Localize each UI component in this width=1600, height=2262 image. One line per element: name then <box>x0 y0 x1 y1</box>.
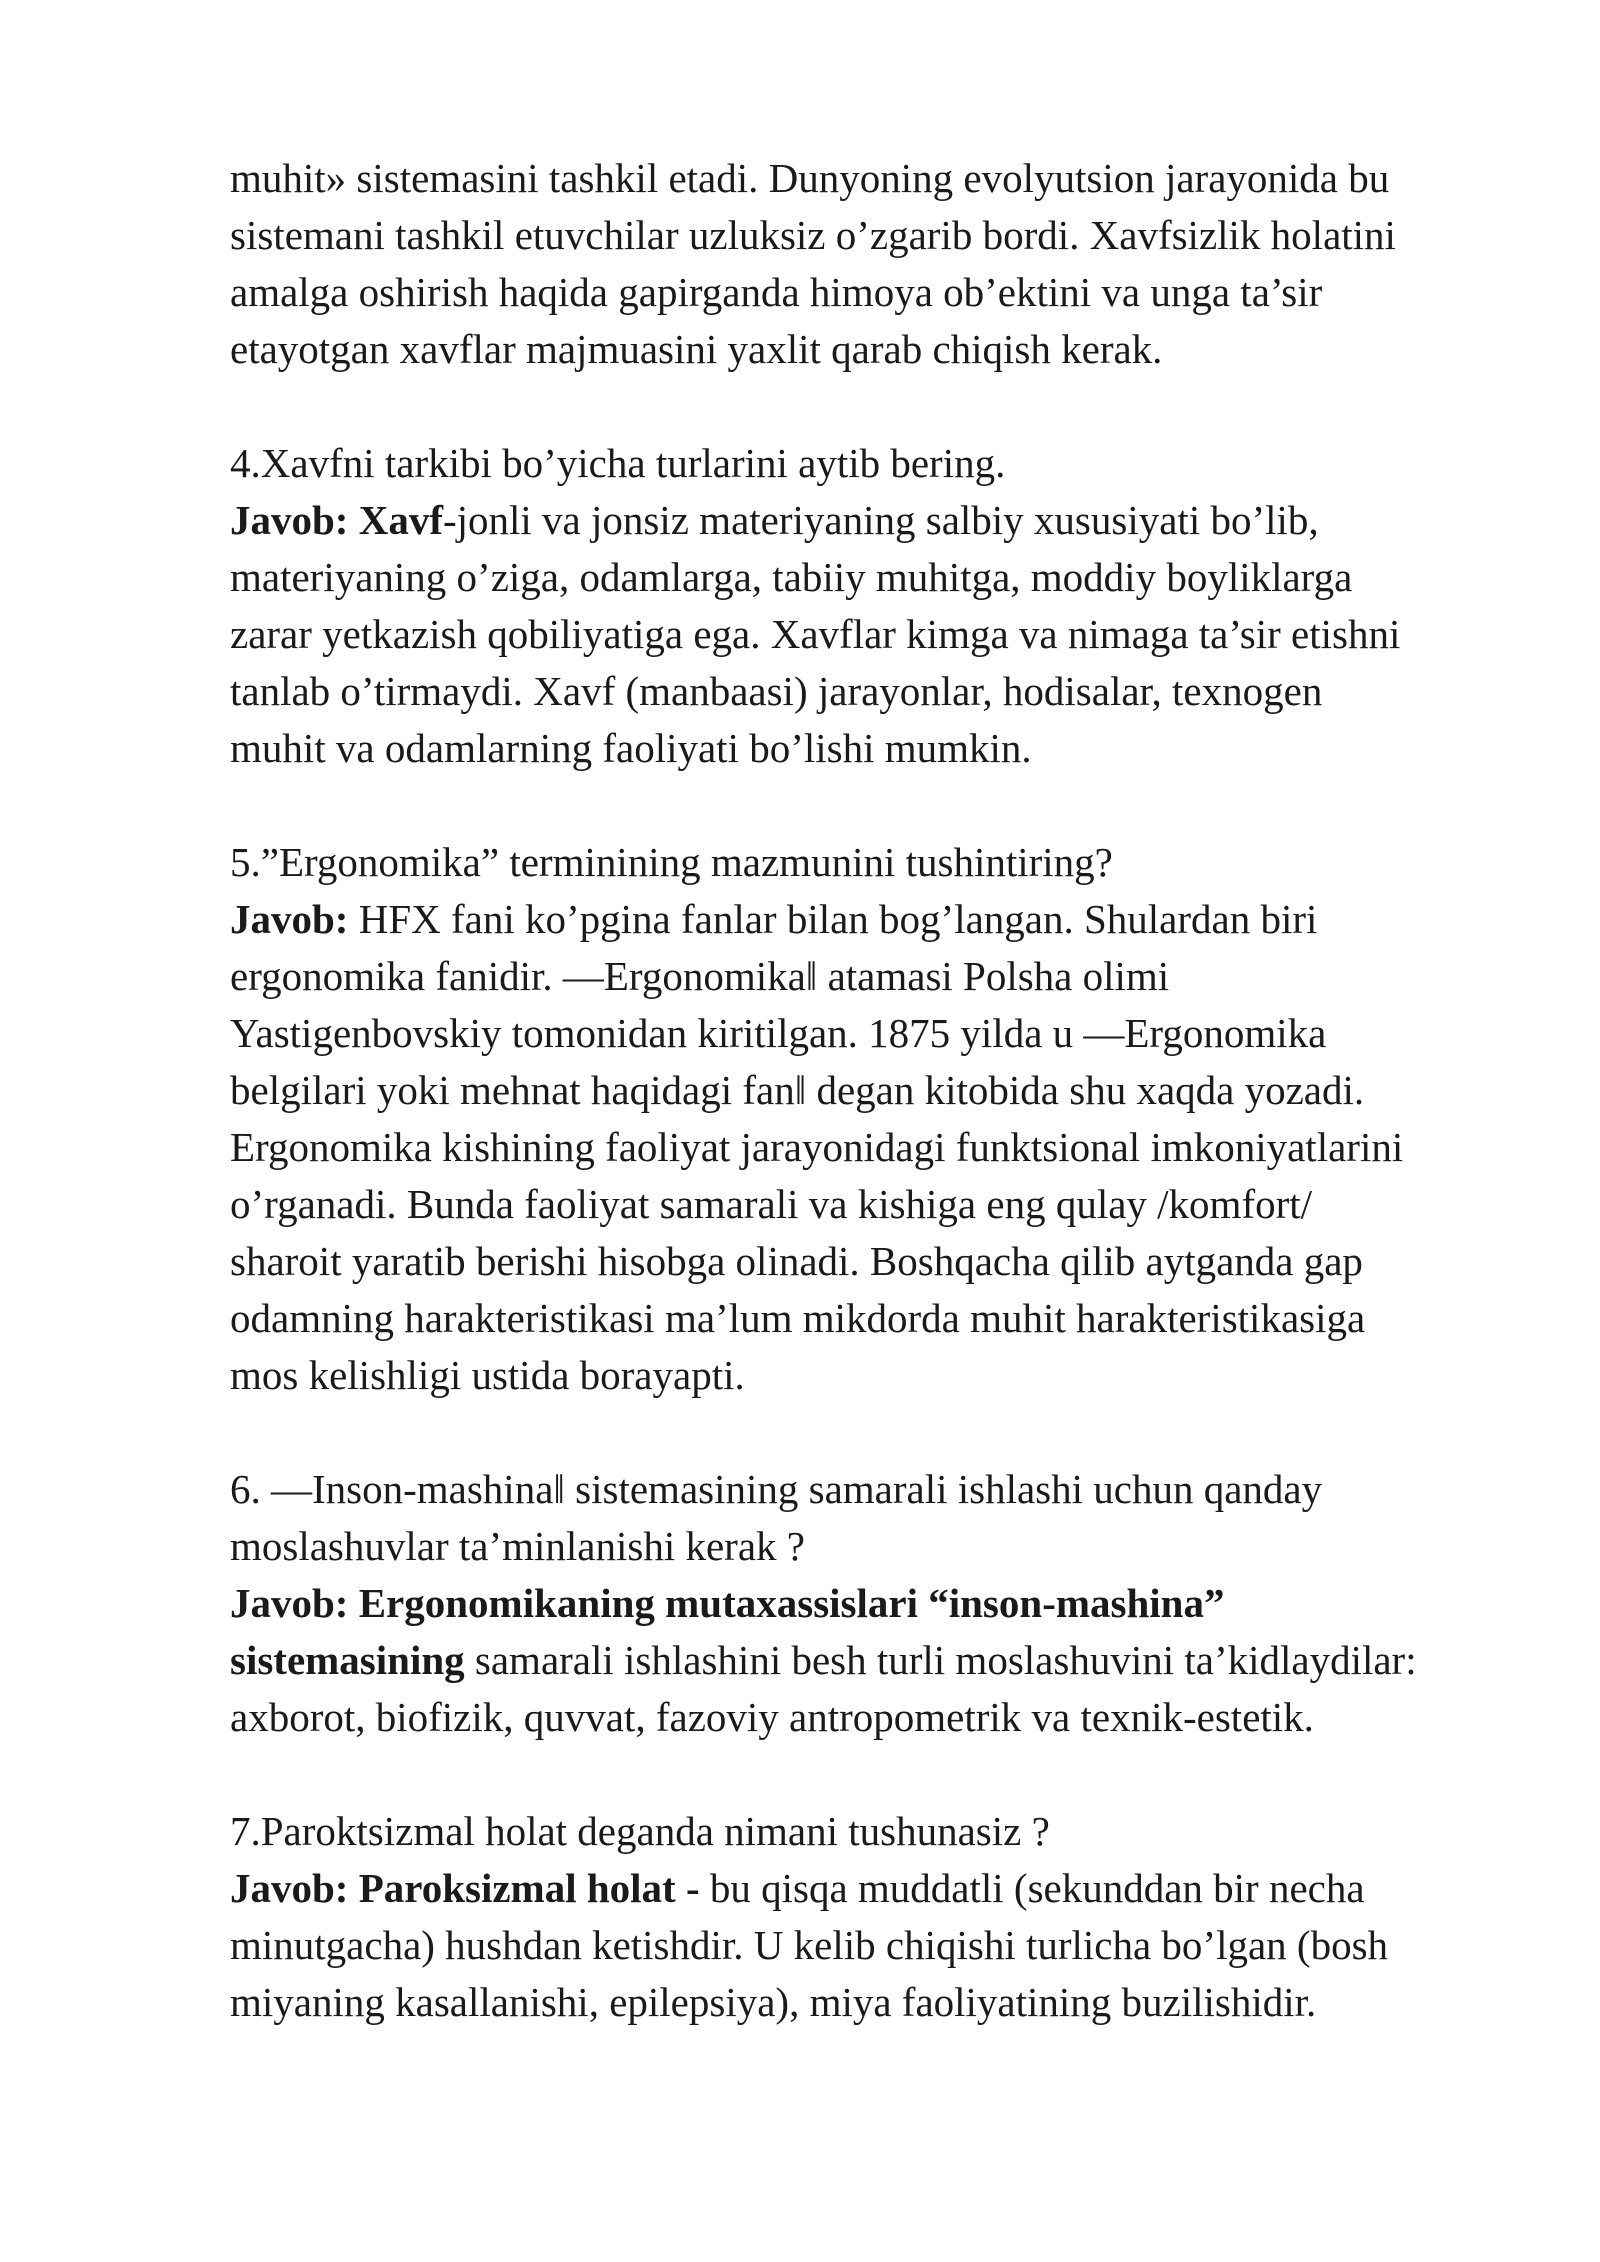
body-text: HFX fani ko’pgina fanlar bilan bog’langan. Shulardan biri <box>348 896 1318 942</box>
text-line <box>230 1803 1510 1860</box>
text-line <box>230 720 1510 777</box>
body-text: belgilari yoki mehnat haqidagi fan‖ degan kitobida shu xaqda yozadi. <box>230 1067 1365 1113</box>
body-text: -jonli va jonsiz materiyaning salbiy xususiyati bo’lib, <box>442 497 1319 543</box>
text-line <box>230 1860 1510 1917</box>
text-line <box>230 264 1510 321</box>
body-text: axborot, biofizik, quvvat, fazoviy antropometrik va texnik-estetik. <box>230 1694 1314 1740</box>
text-line <box>230 948 1510 1005</box>
body-text: moslashuvlar ta’minlanishi kerak ? <box>230 1523 805 1569</box>
bold-text: Javob: Ergonomikaning mutaxassislari “inson-mashina” <box>230 1580 1225 1626</box>
text-line <box>230 1347 1510 1404</box>
text-line <box>230 1119 1510 1176</box>
text-line <box>230 321 1510 378</box>
text-line <box>230 1974 1510 2031</box>
text-line <box>230 150 1510 207</box>
text-line <box>230 663 1510 720</box>
text-line <box>230 1518 1510 1575</box>
document-page <box>230 150 1510 2088</box>
body-text: zarar yetkazish qobiliyatiga ega. Xavflar kimga va nimaga ta’sir etishni <box>230 611 1401 657</box>
text-line <box>230 207 1510 264</box>
body-text: samarali ishlashini besh turli moslashuvini ta’kidlaydilar: <box>464 1637 1417 1683</box>
text-line <box>230 891 1510 948</box>
body-text: odamning harakteristikasi ma’lum mikdorda muhit harakteristikasiga <box>230 1295 1366 1341</box>
body-text: 7.Paroktsizmal holat deganda nimani tushunasiz ? <box>230 1808 1050 1854</box>
paragraph-block <box>230 1461 1510 1746</box>
bold-text: sistemasining <box>230 1637 465 1683</box>
text-line <box>230 549 1510 606</box>
bold-text: Javob: <box>230 896 349 942</box>
body-text: tanlab o’tirmaydi. Xavf (manbaasi) jarayonlar, hodisalar, texnogen <box>230 668 1323 714</box>
text-line <box>230 492 1510 549</box>
paragraph-block <box>230 834 1510 1404</box>
bold-text: Javob: Paroksizmal holat - <box>230 1865 700 1911</box>
body-text: sistemani tashkil etuvchilar uzluksiz o’zgarib bordi. Xavfsizlik holatini <box>230 212 1396 258</box>
text-line <box>230 1062 1510 1119</box>
body-text: Yastigenbovskiy tomonidan kiritilgan. 1875 yilda u ―Ergonomika <box>230 1010 1327 1056</box>
body-text: amalga oshirish haqida gapirganda himoya ob’ektini va unga ta’sir <box>230 269 1323 315</box>
body-text: miyaning kasallanishi, epilepsiya), miya faoliyatining buzilishidir. <box>230 1979 1317 2025</box>
body-text: materiyaning o’ziga, odamlarga, tabiiy muhitga, moddiy boyliklarga <box>230 554 1353 600</box>
body-text: o’rganadi. Bunda faoliyat samarali va kishiga eng qulay /komfort/ <box>230 1181 1313 1227</box>
body-text: bu qisqa muddatli (sekunddan bir necha <box>699 1865 1365 1911</box>
text-line <box>230 606 1510 663</box>
body-text: mos kelishligi ustida borayapti. <box>230 1352 745 1398</box>
body-text: muhit va odamlarning faoliyati bo’lishi mumkin. <box>230 725 1032 771</box>
text-line <box>230 1233 1510 1290</box>
bold-text: Javob: Xavf <box>230 497 443 543</box>
body-text: sharoit yaratib berishi hisobga olinadi. Boshqacha qilib aytganda gap <box>230 1238 1363 1284</box>
body-text: minutgacha) hushdan ketishdir. U kelib chiqishi turlicha bo’lgan (bosh <box>230 1922 1389 1968</box>
text-line <box>230 834 1510 891</box>
body-text: etayotgan xavflar majmuasini yaxlit qarab chiqish kerak. <box>230 326 1163 372</box>
paragraph-block <box>230 435 1510 777</box>
text-line <box>230 1689 1510 1746</box>
text-line <box>230 1176 1510 1233</box>
text-line <box>230 1005 1510 1062</box>
body-text: 4.Xavfni tarkibi bo’yicha turlarini aytib bering. <box>230 440 1006 486</box>
text-line <box>230 1575 1510 1632</box>
text-line <box>230 1632 1510 1689</box>
text-line <box>230 1917 1510 1974</box>
text-line <box>230 1290 1510 1347</box>
body-text: muhit» sistemasini tashkil etadi. Dunyoning evolyutsion jarayonida bu <box>230 155 1390 201</box>
body-text: 5.”Ergonomika” terminining mazmunini tushintiring? <box>230 839 1113 885</box>
body-text: Ergonomika kishining faoliyat jarayonidagi funktsional imkoniyatlarini <box>230 1124 1404 1170</box>
body-text: ergonomika fanidir. ―Ergonomika‖ atamasi Polsha olimi <box>230 953 1170 999</box>
body-text: 6. ―Inson-mashina‖ sistemasining samarali ishlashi uchun qanday <box>230 1466 1323 1512</box>
text-line <box>230 1461 1510 1518</box>
text-line <box>230 435 1510 492</box>
paragraph-block <box>230 1803 1510 2031</box>
paragraph-block <box>230 150 1510 378</box>
